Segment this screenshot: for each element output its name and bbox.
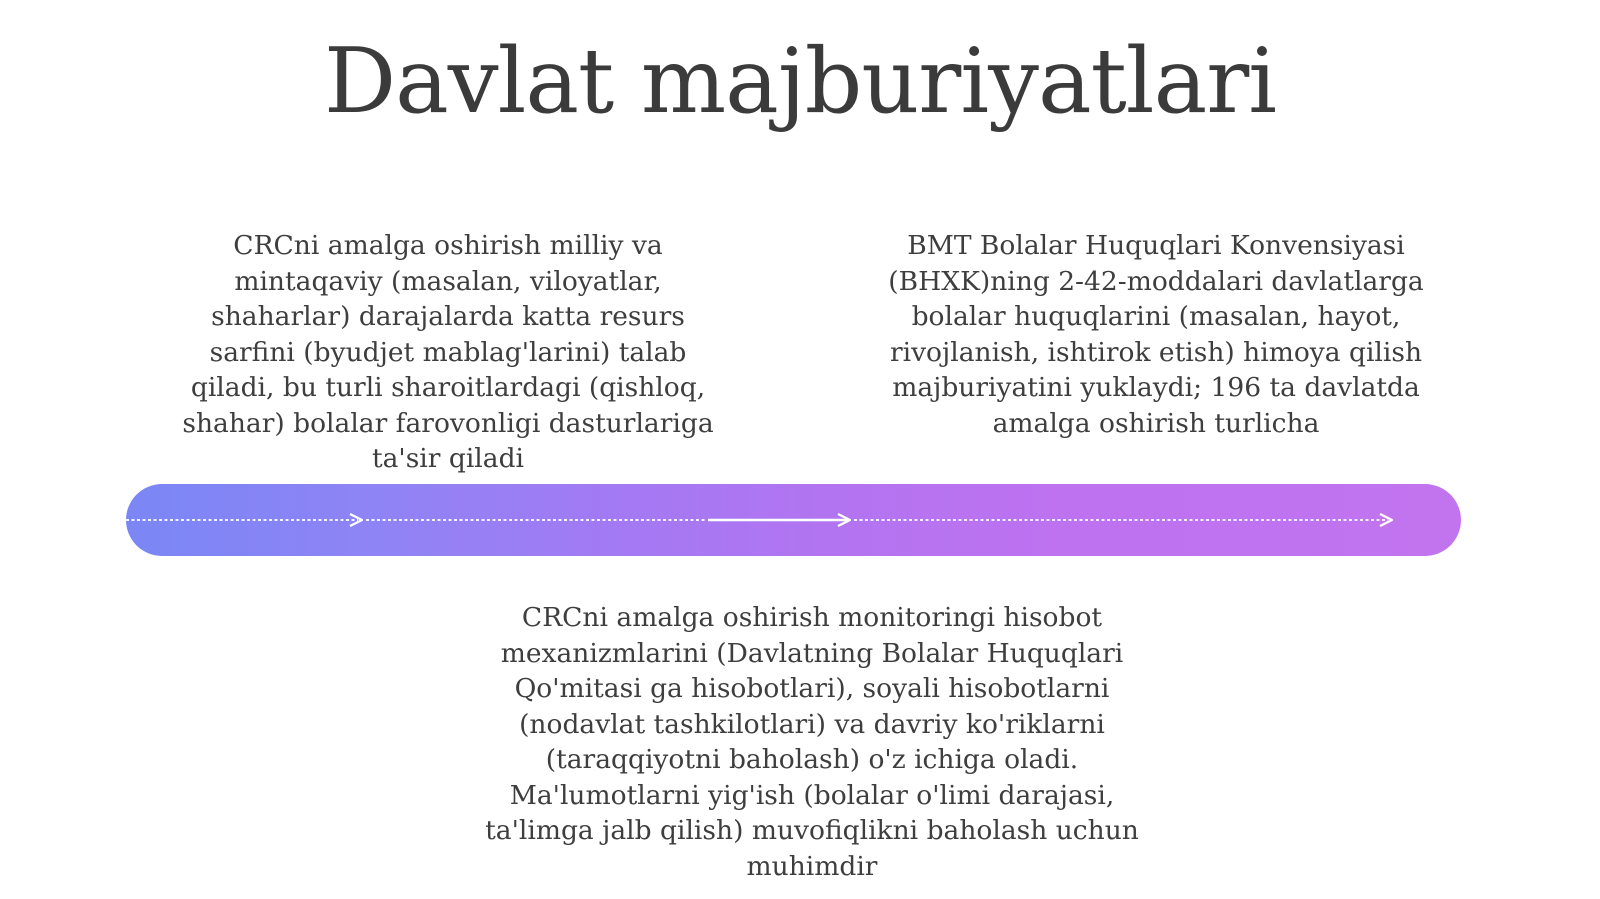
text-block-monitoring: CRCni amalga oshirish monitoringi hisobot mexanizmlarini (Davlatning Bolalar Huquqlari Qo'mitasi ga hisobotlari), soyali hisobotlarni (nodavlat tashkilotlari) va davriy ko'riklarni (taraqqiyotni baholash) o'z ichiga oladi. Ma'lumotlarni yig'ish (bolalar o'limi darajasi, ta'limga jalb qilish) muvofiqlikni baholash uchun muhimdir: [485, 602, 1139, 882]
text-block-crc-obligations: BMT Bolalar Huquqlari Konvensiyasi (BHXK)ning 2-42-moddalari davlatlarga bolalar huquqlarini (masalan, hayot, rivojlanish, ishtirok etish) himoya qilish majburiyatini yuklaydi; 196 ta davlatda amalga oshirish turlicha: [888, 230, 1424, 439]
slide-title: Davlat majburiyatlari: [323, 29, 1277, 134]
text-block-state-resources: CRCni amalga oshirish milliy va mintaqaviy (masalan, viloyatlar, shaharlar) darajalarda katta resurs sarfini (byudjet mablag'larini) talab qiladi, bu turli sharoitlardagi (qishloq, shahar) bolalar farovonligi dasturlariga ta'sir qiladi: [182, 230, 714, 474]
arrow-head-icon: [1380, 514, 1392, 526]
timeline-arrows: [126, 484, 1461, 556]
timeline-bar: [126, 484, 1461, 556]
